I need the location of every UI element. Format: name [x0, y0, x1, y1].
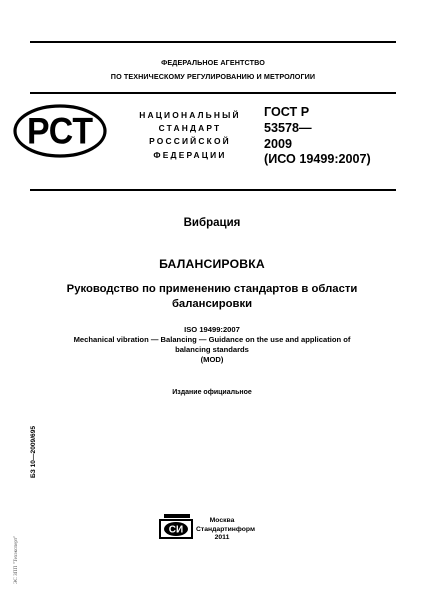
subtitle-line-1: Руководство по применению стандартов в области: [66, 283, 358, 295]
publisher-info: [196, 517, 255, 543]
gost-line-2: 53578—: [264, 120, 312, 135]
main-title: БАЛАНСИРОВКА: [159, 257, 265, 271]
gost-designation: [264, 105, 371, 168]
publisher-logo-text: СИ: [168, 524, 184, 536]
iso-line-1: ISO 19499:2007: [184, 325, 240, 334]
gost-line-3: 2009: [264, 136, 293, 151]
agency-name-line2: ПО ТЕХНИЧЕСКОМУ РЕГУЛИРОВАНИЮ И МЕТРОЛОГИИ: [110, 72, 316, 81]
iso-reference: [20, 325, 404, 365]
publisher-name: Стандартинформ: [196, 525, 255, 533]
national-line-2: СТАНДАРТ: [158, 123, 222, 134]
edition-label: Издание официальное: [172, 389, 252, 396]
subtitle-line-2: балансировки: [171, 297, 253, 310]
side-watermark-text: ЭС ЗПП "Техэксперт": [13, 535, 19, 584]
iso-line-3: balancing standards: [175, 345, 249, 355]
publisher-city: Москва: [209, 517, 235, 524]
iso-line-2: Mechanical vibration — Balancing — Guidance on the use and application of: [73, 335, 351, 345]
national-line-4: ФЕДЕРАЦИИ: [153, 149, 227, 160]
top-rule: [30, 41, 396, 43]
category-title: Вибрация: [183, 217, 241, 229]
subtitle: [20, 282, 404, 311]
national-line-3: РОССИЙСКОЙ: [149, 136, 231, 147]
national-line-1: НАЦИОНАЛЬНЫЙ: [139, 110, 241, 120]
national-standard-label: [120, 109, 260, 162]
publisher-logo: [158, 512, 194, 540]
rst-logo-text: РСТ: [27, 110, 94, 152]
header-bottom-rule: [30, 92, 396, 94]
gost-line-1: ГОСТ Р: [264, 105, 310, 119]
agency-name-line1: ФЕДЕРАЛЬНОЕ АГЕНТСТВО: [161, 58, 265, 67]
publisher-year: 2011: [214, 534, 230, 542]
side-code-text: БЗ 10—2009/695: [30, 425, 37, 478]
standard-block-rule: [30, 189, 396, 191]
iso-line-4: (MOD): [200, 355, 224, 365]
gost-line-4: (ИСО 19499:2007): [264, 152, 371, 167]
rst-logo: [12, 103, 108, 159]
